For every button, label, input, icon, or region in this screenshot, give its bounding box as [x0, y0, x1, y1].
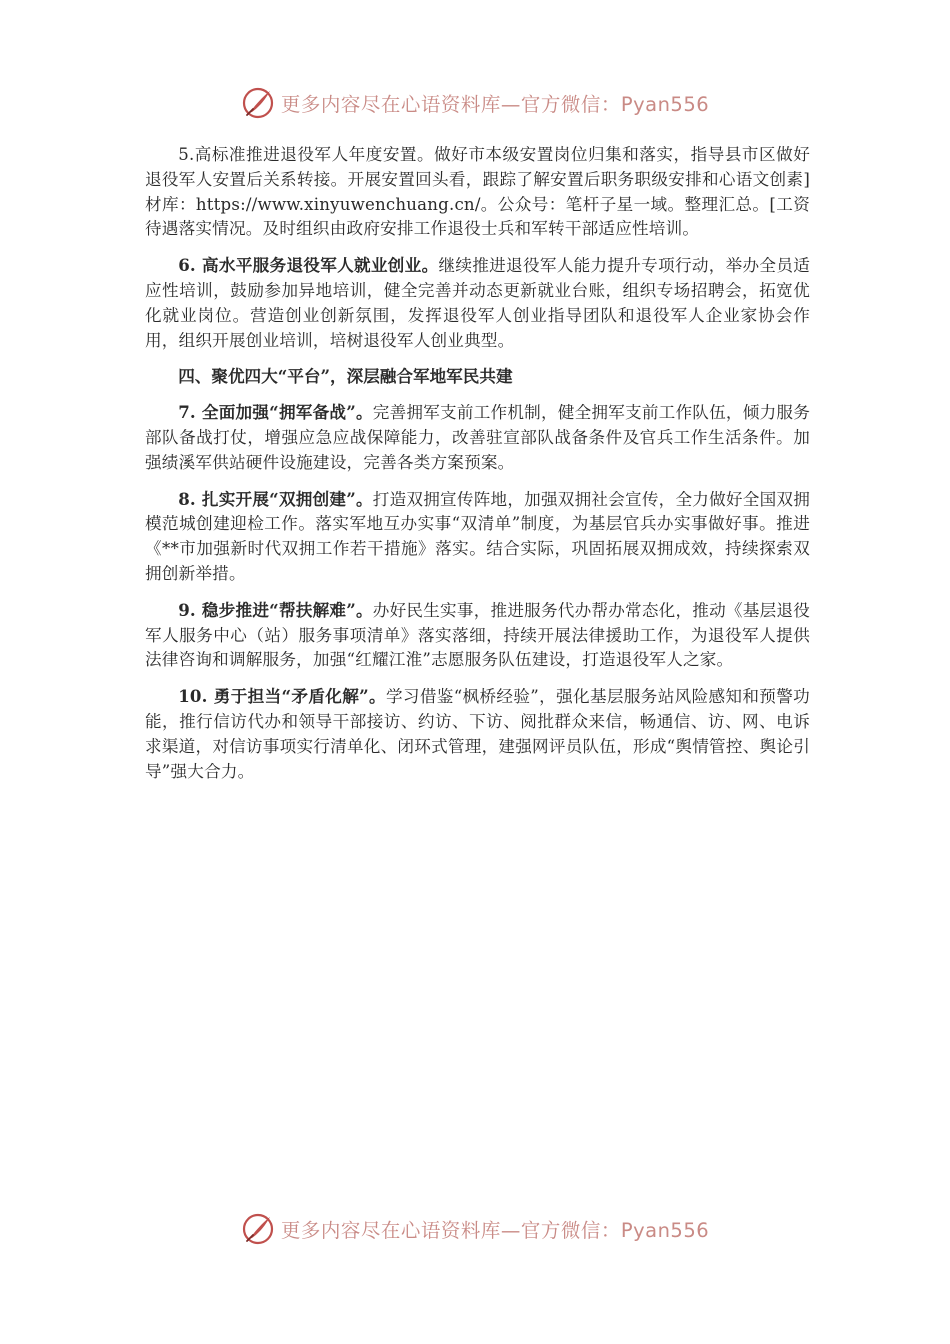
paragraph-10 — [145, 684, 810, 784]
feather-pen-icon — [241, 86, 275, 120]
footer-banner — [0, 1212, 950, 1246]
header-banner — [0, 86, 950, 120]
paragraph-9 — [145, 598, 810, 673]
footer-banner-text: 更多内容尽在心语资料库—官方微信：Pyan556 — [280, 1219, 710, 1242]
paragraph-5-body: 高标准推进退役军人年度安置。做好市本级安置岗位归集和落实，指导县市区做好退役军人安置后关系转接。开展安置回头看，跟踪了解安置后职务职级安排和心语文创素]材库：https://www.xinyuwenchuang.cn/。公众号：笔杆子星一域。整理汇总。[工资待遇落实情况。及时组织由政府安排工作退役士兵和军转干部适应性培训。 — [145, 145, 810, 239]
paragraph-8 — [145, 487, 810, 587]
paragraph-10-lead: 10. 勇于担当“矛盾化解”。 — [178, 686, 386, 707]
paragraph-8-lead: 8. 扎实开展“双拥创建”。 — [178, 488, 373, 509]
paragraph-5 — [145, 143, 810, 242]
section-4-heading: 四、聚优四大“平台”，深层融合军地军民共建 — [178, 366, 513, 387]
paragraph-6-lead: 6. 高水平服务退役军人就业创业。 — [178, 255, 439, 276]
paragraph-5-lead: 5. — [178, 145, 195, 164]
paragraph-9-body: 办好民生实事，推进服务代办帮办常态化，推动《基层退役军人服务中心（站）服务事项清单》落实落细，持续开展法律援助工作，为退役军人提供法律咨询和调解服务，加强“红耀江淮”志愿服务队伍建设，打造退役军人之家。 — [145, 600, 810, 670]
paragraph-7-body: 完善拥军支前工作机制，健全拥军支前工作队伍，倾力服务部队备战打仗，增强应急应战保障能力，改善驻宣部队战备条件及官兵工作生活条件。加强绩溪军供站硬件设施建设，完善各类方案预案。 — [145, 403, 810, 472]
paragraph-10-body: 学习借鉴“枫桥经验”，强化基层服务站风险感知和预警功能，推行信访代办和领导干部接访、约访、下访、阅批群众来信，畅通信、访、网、电诉求渠道，对信访事项实行清单化、闭环式管理，建强网评员队伍，形成“舆情管控、舆论引导”强大合力。 — [145, 687, 810, 781]
paragraph-6 — [145, 253, 810, 353]
paragraph-7 — [145, 400, 810, 475]
paragraph-8-body: 打造双拥宣传阵地，加强双拥社会宣传，全力做好全国双拥模范城创建迎检工作。落实军地互办实事“双清单”制度，为基层官兵办实事做好事。推进《**市加强新时代双拥工作若干措施》落实。结合实际，巩固拓展双拥成效，持续探索双拥创新举措。 — [145, 489, 810, 583]
feather-pen-icon — [241, 1212, 275, 1246]
paragraph-7-lead: 7. 全面加强“拥军备战”。 — [178, 402, 373, 423]
paragraph-6-body: 继续推进退役军人能力提升专项行动，举办全员适应性培训，鼓励参加异地培训，健全完善并动态更新就业台账，组织专场招聘会，拓宽优化就业岗位。营造创业创新氛围，发挥退役军人创业指导团队和退役军人企业家协会作用，组织开展创业培训，培树退役军人创业典型。 — [145, 256, 811, 350]
document-body — [145, 143, 810, 795]
paragraph-9-lead: 9. 稳步推进“帮扶解难”。 — [178, 599, 373, 620]
header-banner-text: 更多内容尽在心语资料库—官方微信：Pyan556 — [280, 93, 710, 116]
